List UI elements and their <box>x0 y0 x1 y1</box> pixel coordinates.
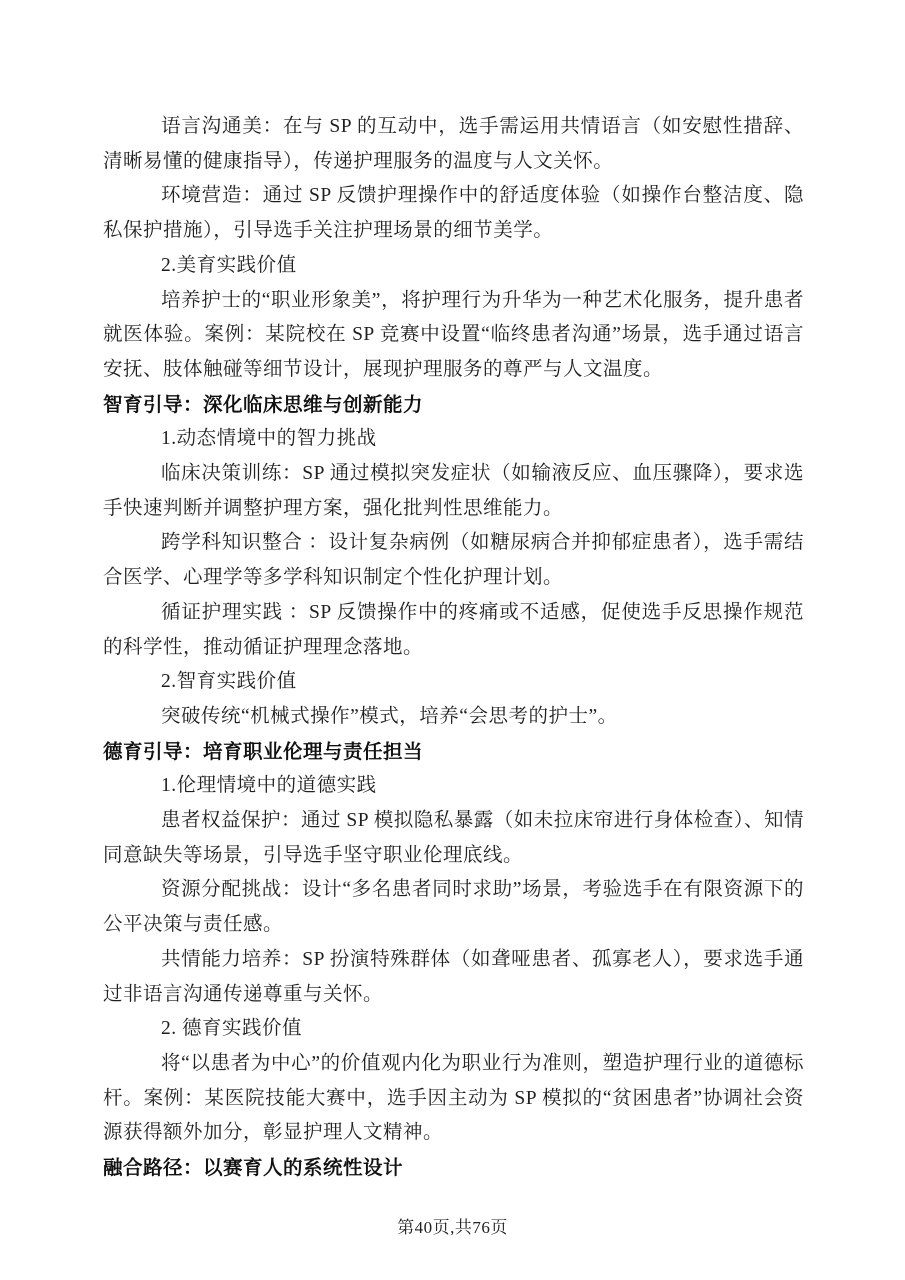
paragraph: 突破传统“机械式操作”模式，培养“会思考的护士”。 <box>161 705 618 727</box>
paragraph: 循证护理实践 ：SP 反馈操作中的疼痛或不适感，促使选手反思操作规范的科学性，推动循证护理理念落地。 <box>103 601 804 658</box>
paragraph: 资源分配挑战：设计“多名患者同时求助”场景，考验选手在有限资源下的公平决策与责任感。 <box>103 879 804 936</box>
list-item-label: 2.智育实践价值 <box>161 671 297 693</box>
paragraph: 培养护士的“职业形象美”，将护理行为升华为一种艺术化服务，提升患者就医体验。案例：某院校在 SP 竞赛中设置“临终患者沟通”场景，选手通过语言安抚、肢体触碰等细节设计，展现护理服务的尊严与人文温度。 <box>103 289 804 380</box>
paragraph: 跨学科知识整合 ：设计复杂病例（如糖尿病合并抑郁症患者），选手需结合医学、心理学等多学科知识制定个性化护理计划。 <box>103 532 804 589</box>
paragraph: 将“以患者为中心”的价值观内化为职业行为准则，塑造护理行业的道德标杆。案例：某医院技能大赛中，选手因主动为 SP 模拟的“贫困患者”协调社会资源获得额外加分，彰显护理人文精神。 <box>103 1052 804 1144</box>
paragraph: 临床决策训练：SP 通过模拟突发症状（如输液反应、血压骤降），要求选手快速判断并调整护理方案，强化批判性思维能力。 <box>103 463 804 519</box>
paragraph: 共情能力培养：SP 扮演特殊群体（如聋哑患者、孤寡老人），要求选手通过非语言沟通传递尊重与关怀。 <box>103 948 804 1005</box>
paragraph: 环境营造：通过 SP 反馈护理操作中的舒适度体验（如操作台整洁度、隐私保护措施），引导选手关注护理场景的细节美学。 <box>103 185 804 242</box>
list-item-label: 2. 德育实践价值 <box>161 1018 303 1040</box>
section-heading: 智育引导：深化临床思维与创新能力 <box>103 393 424 416</box>
paragraph: 语言沟通美：在与 SP 的互动中，选手需运用共情语言（如安慰性措辞、清晰易懂的健康指导），传递护理服务的温度与人文关怀。 <box>103 116 804 172</box>
list-item-label: 1.伦理情境中的道德实践 <box>161 775 377 797</box>
list-item-label: 1.动态情境中的智力挑战 <box>161 428 377 450</box>
document-body <box>103 110 804 1186</box>
page-number: 第40页,共76页 <box>397 1218 508 1237</box>
paragraph: 患者权益保护：通过 SP 模拟隐私暴露（如未拉床帘进行身体检查）、知情同意缺失等场景，引导选手坚守职业伦理底线。 <box>103 810 804 866</box>
list-item-label: 2.美育实践价值 <box>161 254 297 276</box>
section-heading: 融合路径：以赛育人的系统性设计 <box>103 1157 404 1180</box>
section-heading: 德育引导：培育职业伦理与责任担当 <box>103 740 424 763</box>
